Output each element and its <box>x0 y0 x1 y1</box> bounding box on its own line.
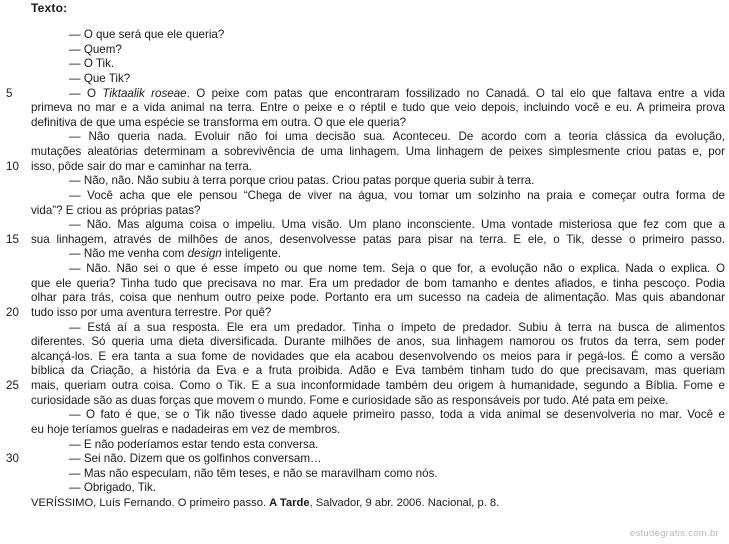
citation <box>31 496 499 510</box>
text-run: — O que será que ele queria? <box>69 28 225 41</box>
text-run: vida”? E criou as próprias patas? <box>31 203 201 217</box>
line-text <box>31 204 725 219</box>
passage-line <box>0 335 729 350</box>
passage-line <box>0 101 729 116</box>
text-run: — Não, não. Não subiu à terra porque criou patas. Criou patas porque queria subir à terra. <box>69 174 535 188</box>
text-run: tudo isso por uma aventura terrestre. Por quê? <box>31 305 272 319</box>
line-text <box>31 364 725 379</box>
text-run: eu hoje teríamos guelras e nadadeiras em vez de membros. <box>31 422 341 436</box>
text-run: — Você acha que ele pensou “Chega de viver na água, vou tomar um solzinho na praia e começar outra forma de <box>69 188 725 202</box>
line-text <box>31 335 725 350</box>
text-run: — Não. Mas alguma coisa o impeliu. Uma visão. Um plano inconsciente. Uma vontade misteriosa que fez com que a <box>69 218 725 232</box>
text-run: curiosidade são as duas forças que movem o mundo. Fome e curiosidade são as responsáveis por tudo. Até pata em peixe. <box>31 393 669 407</box>
passage-line <box>0 467 729 482</box>
text-run: . O peixe com patas que encontraram fossilizado no Canadá. O tal elo que faltava entre a vida <box>186 86 725 100</box>
text-run: diferentes. Só queria uma dieta diversificada. Durante milhões de anos, sua linhagem namorou os frutos da terra, sem poder <box>31 335 725 349</box>
passage-line <box>0 57 729 72</box>
line-text <box>31 116 725 131</box>
line-text <box>69 72 725 87</box>
line-text <box>69 218 725 233</box>
text-run: — Que Tik? <box>69 71 131 85</box>
passage-line <box>0 130 729 145</box>
line-text <box>31 350 725 365</box>
passage-line <box>0 116 729 131</box>
passage-line <box>0 408 729 423</box>
line-text <box>69 247 725 262</box>
text-run: — Não queria nada. Evoluir não foi uma decisão sua. Aconteceu. De acordo com a teoria clássica da evolução, <box>69 130 725 144</box>
text-run: olhar para trás, coisa que nenhum outro peixe pode. Portanto era um sucesso na cadeia de alimentação. Mas quis abandonar <box>31 291 725 305</box>
citation-details: , Salvador, 9 abr. 2006. Nacional, p. 8. <box>309 497 500 509</box>
line-text <box>69 481 725 496</box>
line-number: 20 <box>6 305 19 319</box>
passage-line <box>0 306 729 321</box>
line-text <box>31 160 725 175</box>
text-run: mais, queriam outra coisa. Como o Tik. E a sua inconformidade também deu origem à humanidade, segundo a Bíblia. Fome e <box>31 379 725 392</box>
line-text <box>31 277 725 292</box>
text-heading: Texto: <box>31 1 68 15</box>
passage-line <box>0 72 729 87</box>
line-number: 15 <box>6 232 19 246</box>
line-text <box>69 43 725 58</box>
text-run: que ele queria? Tinha tudo que precisava no mar. Era um predador de bom tamanho e dentes afiados, e tinha pescoço. Podia <box>31 276 725 290</box>
text-run: — O fato é que, se o Tik não tivesse dado aquele primeiro passo, toda a vida animal se desenvolveria no mar. Você e <box>69 408 725 422</box>
text-run: — Não me venha com <box>69 247 188 261</box>
text-run: mutações aleatórias determinam a sobrevivência de uma linhagem. Uma linhagem de peixes simplesmente criou patas e, por <box>31 145 725 158</box>
text-run: — O <box>69 86 103 100</box>
site-watermark: estudegratis.com.br <box>629 528 719 539</box>
italic-term: Tiktaalik roseae <box>102 86 187 100</box>
line-text <box>69 321 725 336</box>
passage-line <box>0 379 729 394</box>
passage-line <box>0 262 729 277</box>
passage-line <box>0 160 729 175</box>
text-run: — Mas não especulam, não têm teses, e não se maravilham como nós. <box>69 466 438 480</box>
line-number: 5 <box>6 86 13 100</box>
text-run: sua linhagem, através de milhões de anos, desenvolvesse patas para pisar na terra. E ele, o Tik, desse o primeiro passo. <box>31 232 725 246</box>
passage-line <box>0 218 729 233</box>
line-text <box>31 423 725 438</box>
text-run: alcançá-los. E era tanta a sua fome de novidades que ela acabou desenvolvendo os meios para ir pegá-los. É como a versão <box>31 349 725 363</box>
line-text <box>69 57 725 72</box>
passage-line <box>0 189 729 204</box>
line-text <box>69 87 725 102</box>
line-text <box>31 233 725 248</box>
passage-line <box>0 321 729 336</box>
text-run: — Sei não. Dizem que os golfinhos conversam… <box>69 452 322 466</box>
passage-line <box>0 43 729 58</box>
passage-line <box>0 233 729 248</box>
line-number: 30 <box>6 452 19 466</box>
passage-line <box>0 350 729 365</box>
passage-line <box>0 394 729 409</box>
passage-line <box>0 145 729 160</box>
line-text <box>69 262 725 277</box>
line-text <box>31 306 725 321</box>
text-run: — E não poderíamos estar tendo esta conversa. <box>69 437 319 451</box>
line-text <box>69 438 725 453</box>
passage-line <box>0 28 729 43</box>
line-text <box>31 101 725 116</box>
line-text <box>69 408 725 423</box>
line-text <box>69 189 725 204</box>
text-run: bíblica da Criação, a história da Eva e a fruta proibida. Adão e Eva também tinham tudo do que precisavam, mas queriam <box>31 364 725 378</box>
citation-source: A Tarde <box>269 497 310 509</box>
passage-line <box>0 364 729 379</box>
passage-line <box>0 247 729 262</box>
line-text <box>69 467 725 482</box>
passage-line <box>0 87 729 102</box>
passage-line <box>0 423 729 438</box>
passage-line <box>0 438 729 453</box>
line-number: 10 <box>6 159 19 173</box>
line-text <box>69 28 725 43</box>
citation-author: VERÍSSIMO, Luís Fernando. O primeiro passo. <box>31 497 270 509</box>
text-run: primeva no mar e a vida animal na terra. Entre o peixe e o réptil e tudo que veio depois, incluindo você e eu. A primeira prova <box>31 101 725 115</box>
line-text <box>31 379 725 394</box>
passage-line <box>0 204 729 219</box>
line-text <box>69 130 725 145</box>
italic-term: design <box>187 247 222 261</box>
passage-line <box>0 291 729 306</box>
passage-line <box>0 481 729 496</box>
text-run: — Não. Não sei o que é esse ímpeto ou que nome tem. Seja o que for, a evolução não o explica. Nada o explica. O <box>69 262 725 275</box>
text-run: — O Tik. <box>69 57 115 71</box>
text-run: inteligente. <box>221 247 282 261</box>
line-text <box>31 394 725 409</box>
passage-line <box>0 174 729 189</box>
text-run: — Está aí a sua resposta. Ele era um predador. Tinha o ímpeto de predador. Subiu à terra na busca de alimentos <box>69 320 725 334</box>
passage-body <box>0 28 729 496</box>
line-number: 25 <box>6 379 19 392</box>
passage-line <box>0 277 729 292</box>
text-run: — Obrigado, Tik. <box>69 481 156 495</box>
line-text <box>31 291 725 306</box>
line-text <box>69 452 725 467</box>
line-text <box>31 145 725 160</box>
text-run: — Quem? <box>69 42 122 56</box>
text-run: isso, pôde sair do mar e caminhar na terra. <box>31 159 253 173</box>
passage-line <box>0 452 729 467</box>
text-run: definitiva de que uma espécie se transforma em outra. O que ele queria? <box>31 115 407 129</box>
line-text <box>69 174 725 189</box>
